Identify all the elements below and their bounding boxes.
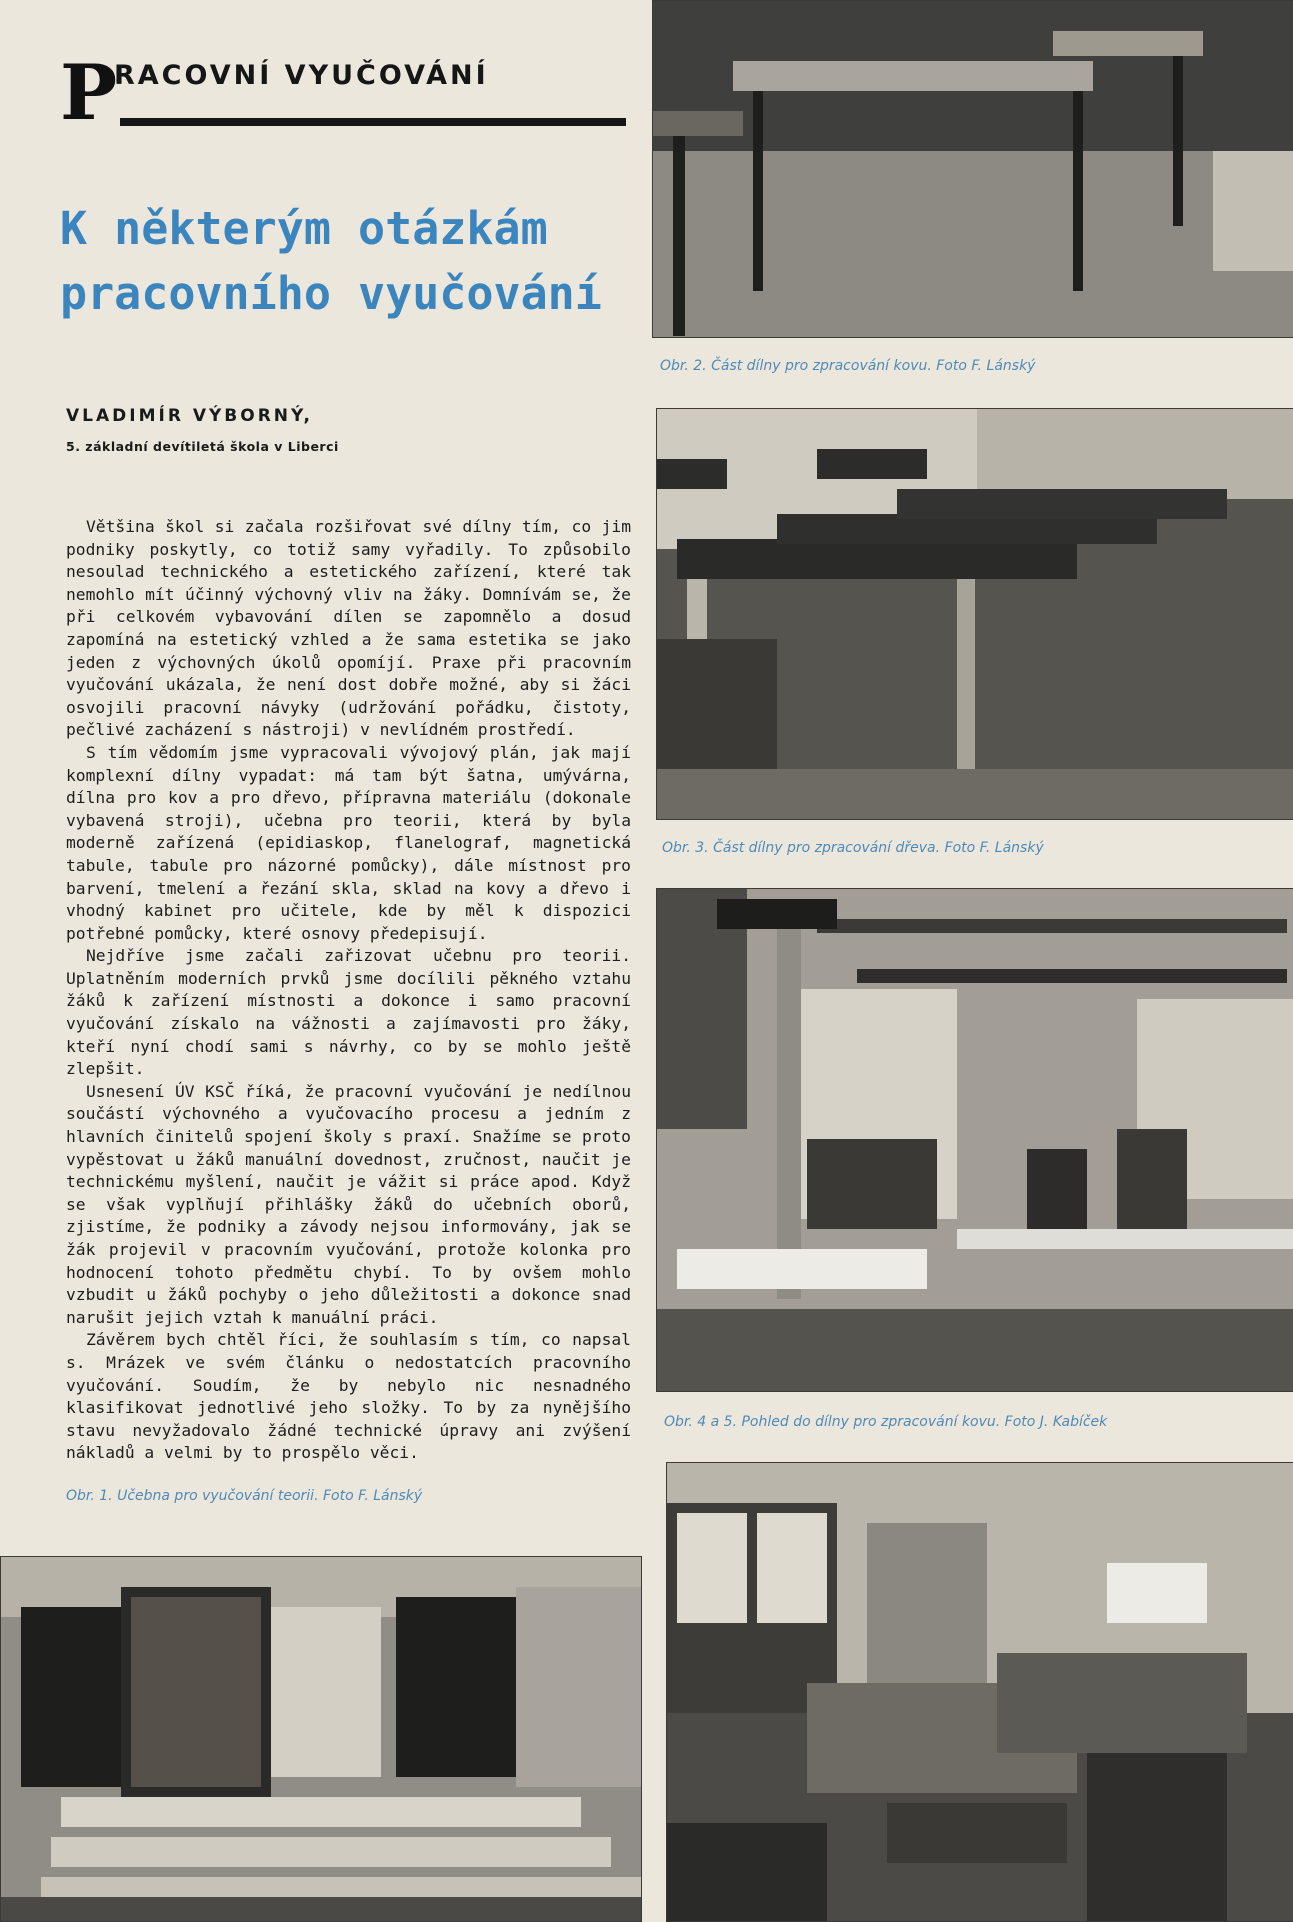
section-title: RACOVNÍ VYUČOVÁNÍ (114, 60, 489, 91)
photo-drill-workshop (656, 888, 1293, 1392)
photo-wood-workshop (656, 408, 1293, 820)
caption-fig3: Obr. 3. Část dílny pro zpracování dřeva. Foto F. Lánský (662, 840, 1044, 856)
article-title-line-1: K některým otázkám (60, 202, 548, 255)
paragraph: Závěrem bych chtěl říci, že souhlasím s tím, co napsal s. Mrázek ve svém článku o nedostatcích pracovního vyučování. Soudím, že by nebylo nic nesnadného klasifikovat jednotlivé jeho složky. To by za nynějšího stavu nevyžadovalo žádné technické úpravy ani zvýšení nákladů a velmi by to prospělo věci. (66, 1330, 631, 1463)
photo-metal-workshop (652, 0, 1293, 338)
article-title (60, 196, 640, 326)
paragraph: Většina škol si začala rozšiřovat své dílny tím, co jim podniky poskytly, co totiž samy vyřadily. To způsobilo nesoulad technického a estetického zařízení, které tak nemohlo mít účinný výchovný vliv na žáky. Domnívám se, že při celkovém vybavování dílen se zapomnělo a dosud zapomíná na estetický vzhled a že sama estetika se jako jeden z výchovných úkolů opomíjí. Praxe při pracovním vyučování ukázala, že není dost dobře možné, aby si žáci osvojili pracovní návyky (udržování pořádku, čistoty, pečlivé zacházení s nástroji) v nevlídném prostředí. (66, 517, 631, 740)
paragraph: S tím vědomím jsme vypracovali vývojový plán, jak mají komplexní dílny vypadat: má tam být šatna, umývárna, dílna pro kov a pro dřevo, přípravna materiálu (dokonale vybavená stroji), učebna pro teorii, která by byla moderně zařízená (epidiaskop, flanelograf, magnetická tabule, tabule pro názorné pomůcky), dále místnost pro barvení, tmelení a řezání skla, sklad na kovy a dřevo i vhodný kabinet pro učitele, kde by měl k dispozici potřebné pomůcky, které osnovy předepisují. (66, 742, 631, 943)
caption-fig45: Obr. 4 a 5. Pohled do dílny pro zpracování kovu. Foto J. Kabíček (664, 1414, 1108, 1430)
paragraph: Nejdříve jsme začali zařizovat učebnu pro teorii. Uplatněním moderních prvků jsme docílili pěkného vztahu žáků k zařízení místnosti a dokonce i samo pracovní vyučování získalo na vážnosti a zajímavosti pro žáky, kteří nyní chodí sami s návrhy, co by se mohlo ještě zlepšit. (66, 946, 631, 1079)
paragraph: Usnesení ÚV KSČ říká, že pracovní vyučování je nedílnou součástí výchovného a vyučovacího procesu a jedním z hlavních činitelů spojení školy s praxí. Snažíme se proto vypěstovat u žáků manuální dovednost, zručnost, naučit je technickému myšlení, naučit je vážit si práce apod. Když se však vyplňují přihlášky žáků do učebních oborů, zjistíme, že podniky a závody nejsou informovány, jak se žák projevil v pracovním vyučování, protože kolonka pro hodnocení tohoto předmětu chybí. To by ovšem mohlo vzbudit u žáků pochyby o jeho důležitosti a dokonce snad narušit jejich vztah k manuální práci. (66, 1081, 631, 1327)
section-header (58, 48, 628, 137)
caption-fig2: Obr. 2. Část dílny pro zpracování kovu. Foto F. Lánský (660, 358, 1036, 374)
photo-classroom (0, 1556, 642, 1922)
photo-workshop-overview (666, 1462, 1293, 1922)
caption-fig1: Obr. 1. Učebna pro vyučování teorii. Foto F. Lánský (66, 1488, 423, 1504)
author-name: VLADIMÍR VÝBORNÝ, (66, 406, 313, 426)
article-title-line-2: pracovního vyučování (60, 267, 602, 320)
article-body (66, 516, 631, 1465)
section-rule (120, 118, 626, 126)
section-initial: P (60, 48, 118, 137)
author-affiliation: 5. základní devítiletá škola v Liberci (66, 439, 339, 454)
